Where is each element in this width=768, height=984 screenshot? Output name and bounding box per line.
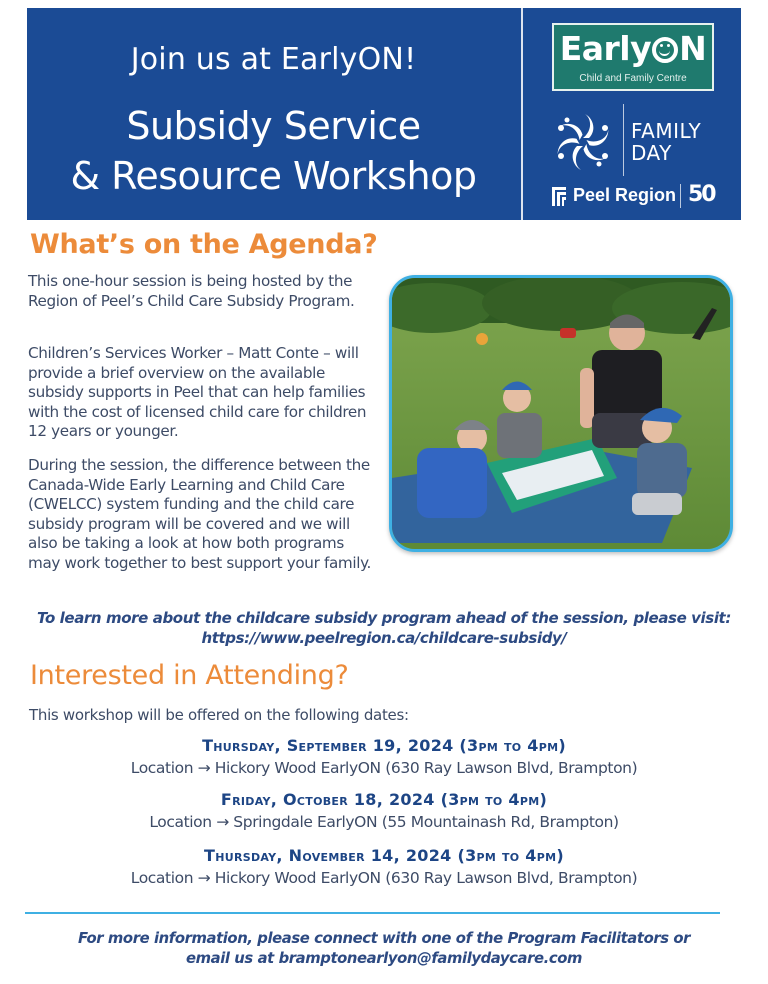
family-day-logo xyxy=(551,104,721,176)
session-item xyxy=(60,736,708,777)
page-title-line-1: Subsidy Service xyxy=(126,104,421,148)
agenda-heading: What’s on the Agenda? xyxy=(30,229,378,260)
footer-divider xyxy=(25,912,720,914)
earlyon-word-right: N xyxy=(679,29,707,68)
earlyon-word-left: Early xyxy=(559,29,652,68)
subsidy-link[interactable]: https://www.peelregion.ca/childcare-subsidy/ xyxy=(201,629,567,647)
workshop-photo xyxy=(389,275,733,552)
session-date: Thursday, November 14, 2024 (3pm to 4pm) xyxy=(204,846,564,865)
footer-contact xyxy=(20,929,748,969)
attend-heading: Interested in Attending? xyxy=(30,660,349,691)
contact-email-link[interactable]: email us at bramptonearlyon@familydaycare.com xyxy=(185,950,583,967)
logo-panel xyxy=(523,8,741,220)
session-date: Friday, October 18, 2024 (3pm to 4pm) xyxy=(220,790,548,809)
agenda-paragraph: During the session, the difference between the Canada-Wide Early Learning and Child Care (CWELCC) system funding and the child care subsidy program will be covered and we will also be taking a look at how both programs may work together to best support your family. xyxy=(28,456,372,572)
agenda-paragraph: Children’s Services Worker – Matt Conte – will provide a brief overview on the available subsidy supports in Peel that can help families with the cost of licensed child care for children 12 years or younger. xyxy=(28,344,367,440)
peel-region-logo xyxy=(551,182,721,210)
earlyon-logo xyxy=(552,23,714,91)
tagline: Join us at EarlyON! xyxy=(130,42,417,77)
peel-region-name: Peel Region xyxy=(573,185,677,205)
header-banner xyxy=(27,8,741,220)
session-location: Location → Springdale EarlyON (55 Mountainash Rd, Brampton) xyxy=(149,813,619,831)
photo-illustration xyxy=(392,278,730,549)
learn-more-text xyxy=(20,608,748,648)
session-item xyxy=(60,790,708,831)
family-day-divider xyxy=(623,104,624,176)
family-day-swirl-icon xyxy=(551,110,615,174)
session-location: Location → Hickory Wood EarlyON (630 Ray Lawson Blvd, Brampton) xyxy=(130,759,638,777)
peel-anniversary-mark: 50 xyxy=(688,182,715,207)
session-date: Thursday, September 19, 2024 (3pm to 4pm) xyxy=(202,736,566,755)
peel-divider xyxy=(680,184,681,208)
session-location: Location → Hickory Wood EarlyON (630 Ray Lawson Blvd, Brampton) xyxy=(130,869,638,887)
family-day-line-1: FAMILY xyxy=(631,119,702,143)
footer-text-line: For more information, please connect with one of the Program Facilitators or xyxy=(77,930,691,947)
family-day-line-2: DAY xyxy=(631,141,672,165)
learn-more-label: To learn more about the childcare subsidy program ahead of the session, please visit: xyxy=(37,609,731,627)
family-day-text xyxy=(631,120,701,164)
session-item xyxy=(60,846,708,887)
smiley-icon xyxy=(652,37,678,63)
peel-region-icon xyxy=(551,186,567,206)
agenda-paragraph: This one-hour session is being hosted by the Region of Peel’s Child Care Subsidy Program. xyxy=(28,272,355,310)
earlyon-subtitle: Child and Family Centre xyxy=(579,73,687,84)
page-title-line-2: & Resource Workshop xyxy=(70,154,477,198)
header-title-block xyxy=(27,8,520,220)
earlyon-wordmark xyxy=(554,29,712,68)
dates-intro: This workshop will be offered on the following dates: xyxy=(29,706,409,724)
